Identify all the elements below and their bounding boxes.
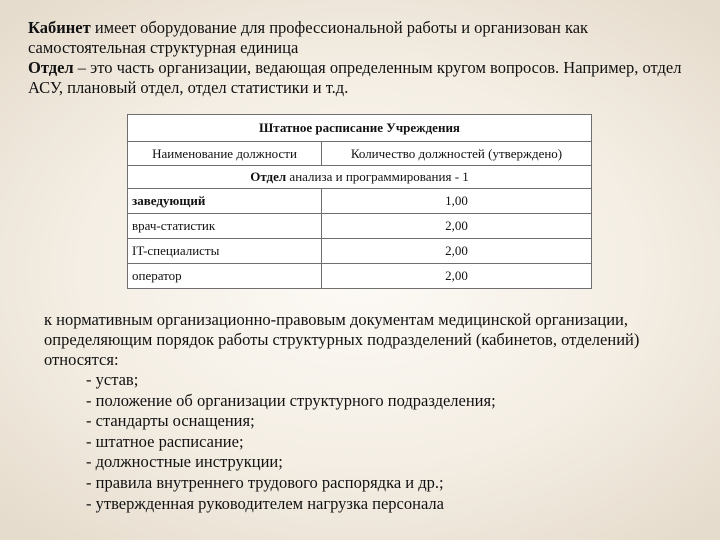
department-label: Отдел (250, 169, 287, 184)
department-description: – это часть организации, ведающая определенным кругом вопросов. Например, отдел АСУ, плановый отдел, отдел статистики и т.д. (28, 58, 682, 97)
table-row (128, 189, 592, 214)
column-header-position: Наименование должности (128, 142, 322, 166)
documents-list (44, 370, 704, 514)
documents-intro: к нормативным организационно-правовым документам медицинской организации, определяющим порядок работы структурных подразделений (кабинетов, отделений) относятся: (44, 310, 640, 369)
list-item: - устав; (86, 370, 139, 389)
position-cell: заведующий (128, 189, 322, 214)
table-row (128, 264, 592, 289)
count-cell: 2,00 (322, 214, 592, 239)
count-cell: 2,00 (322, 239, 592, 264)
table-header-row (128, 142, 592, 166)
position-cell: врач-статистик (128, 214, 322, 239)
cabinet-term: Кабинет (28, 18, 91, 37)
position-cell: оператор (128, 264, 322, 289)
count-cell: 2,00 (322, 264, 592, 289)
table-row (128, 239, 592, 264)
list-item: - штатное расписание; (86, 431, 244, 451)
cabinet-definition (28, 18, 708, 58)
department-definition (28, 58, 708, 98)
intro-text (28, 18, 708, 98)
regulatory-documents (44, 310, 704, 514)
department-title: анализа и программирования - 1 (286, 169, 469, 184)
cabinet-description: имеет оборудование для профессиональной работы и организован как самостоятельная структурная единица (28, 18, 589, 57)
department-name (128, 166, 592, 189)
list-item: - положение об организации структурного подразделения; (86, 390, 496, 410)
table-row (128, 214, 592, 239)
table-title-row (128, 115, 592, 142)
department-row (128, 166, 592, 189)
position-cell: IT-специалисты (128, 239, 322, 264)
list-item: - должностные инструкции; (86, 452, 283, 472)
staff-schedule-table (127, 114, 592, 289)
department-term: Отдел (28, 58, 74, 77)
count-cell: 1,00 (322, 189, 592, 214)
list-item: - стандарты оснащения; (86, 411, 255, 431)
table-title: Штатное расписание Учреждения (128, 115, 592, 142)
column-header-count: Количество должностей (утверждено) (322, 142, 592, 166)
list-item: - утвержденная руководителем нагрузка персонала (86, 493, 444, 513)
list-item: - правила внутреннего трудового распорядка и др.; (86, 472, 444, 492)
